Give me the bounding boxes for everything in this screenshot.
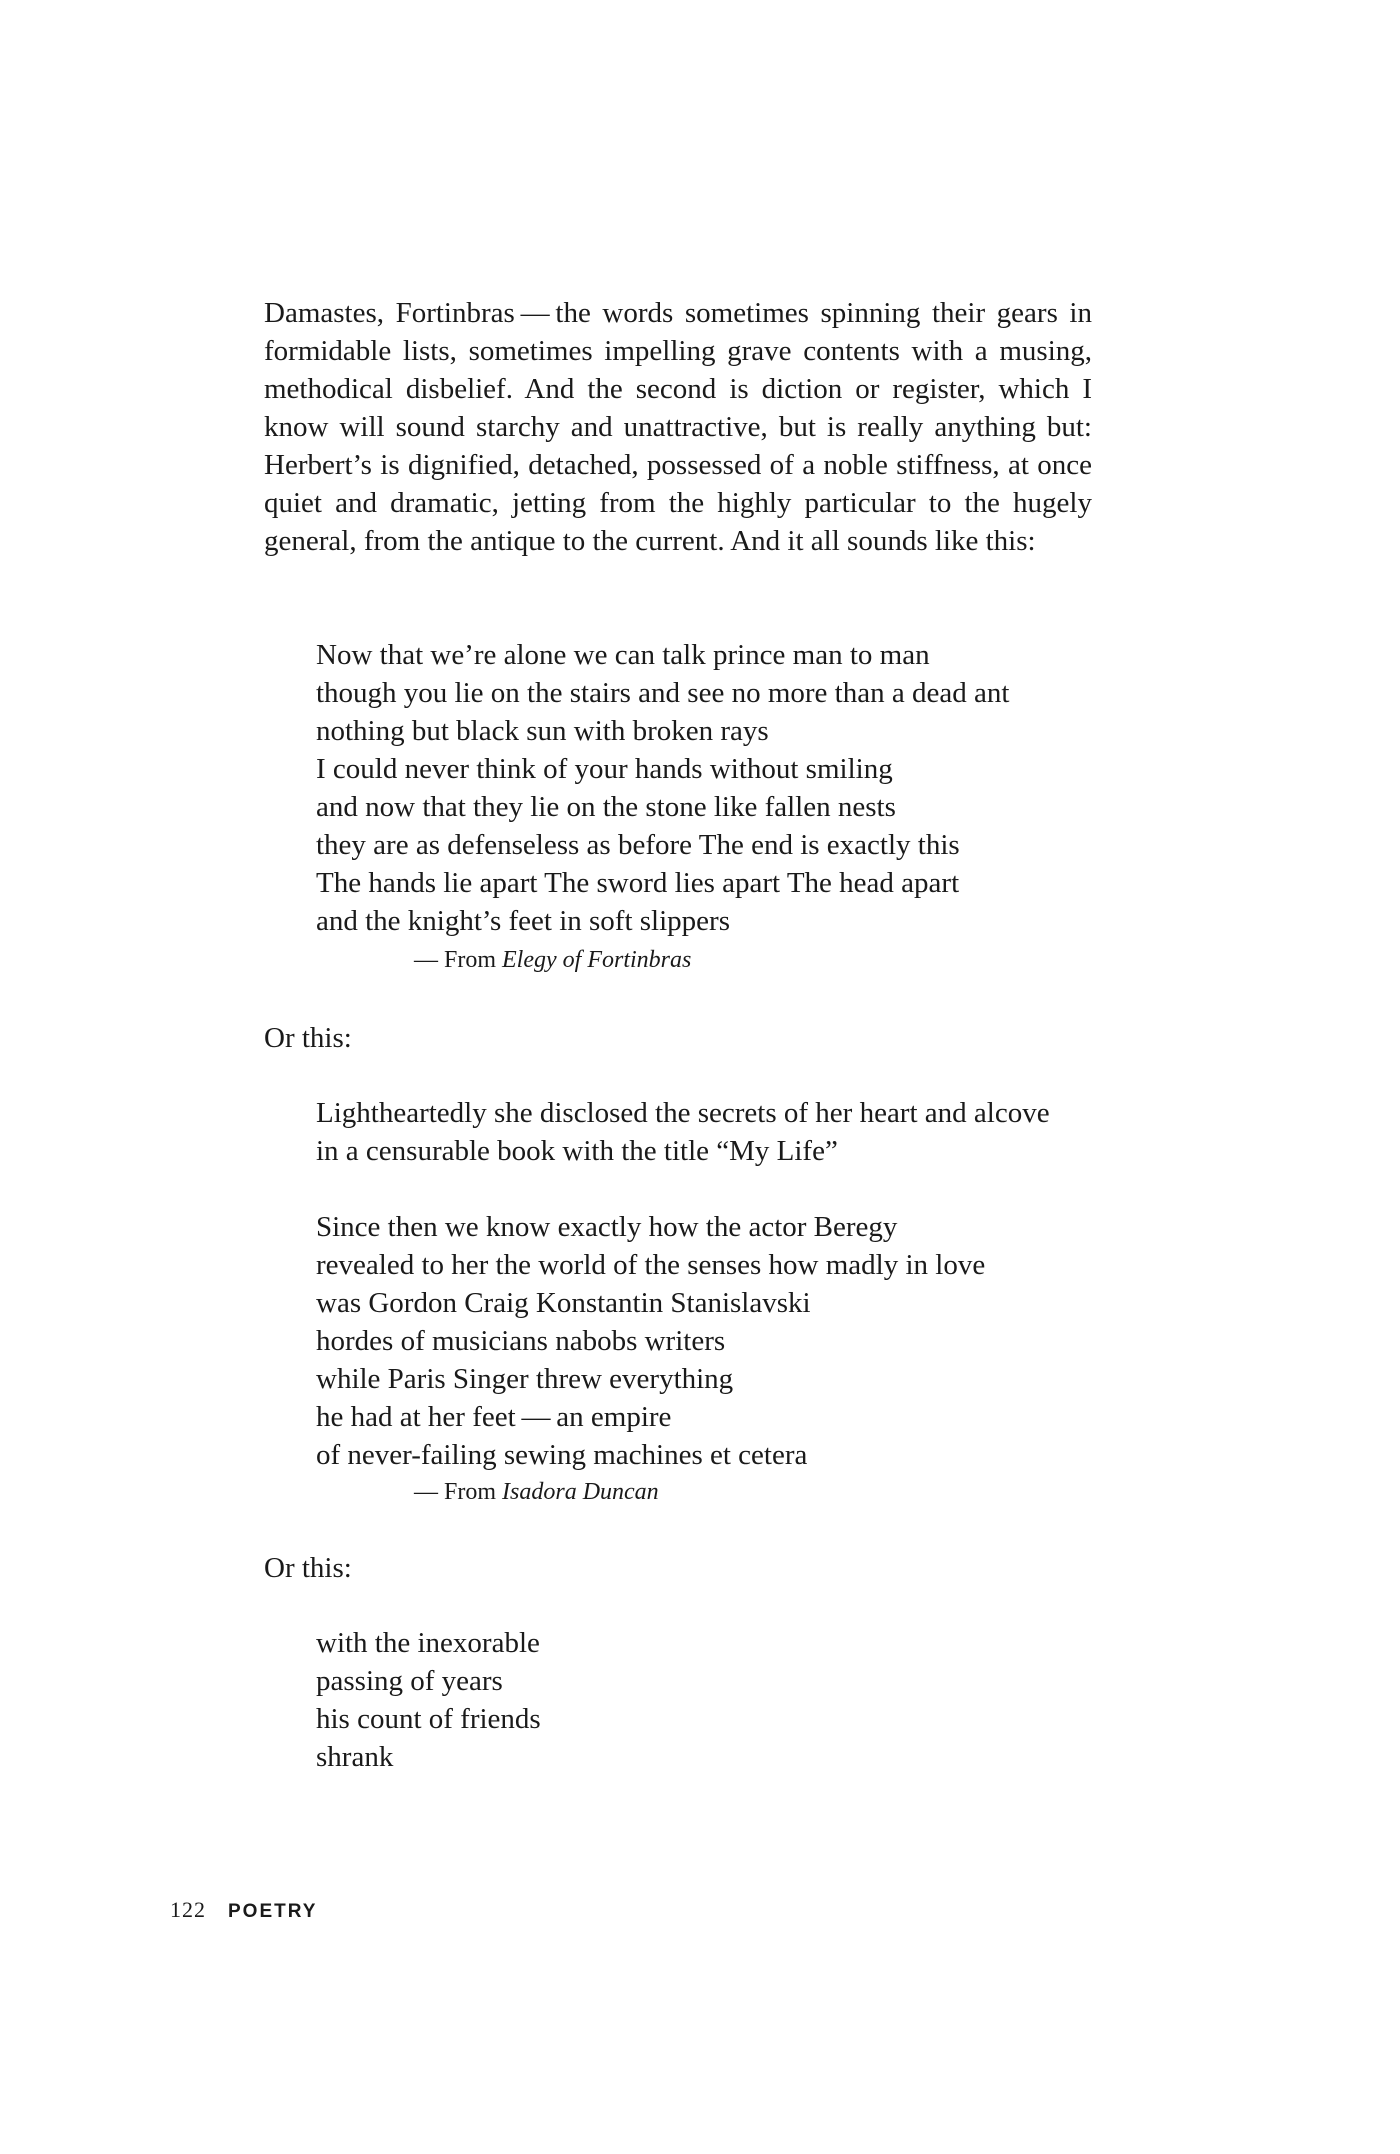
- poem-line: with the inexorable: [316, 1627, 540, 1659]
- poem-line: and the knight’s feet in soft slippers: [316, 905, 730, 937]
- poem-excerpt: [316, 1624, 541, 1776]
- poem-line: he had at her feet — an empire: [316, 1401, 672, 1433]
- poem-source-citation: [414, 945, 691, 975]
- running-head: POETRY: [228, 1901, 318, 1922]
- poem-line: they are as defenseless as before The end is exactly this: [316, 829, 960, 861]
- poem-line: Now that we’re alone we can talk prince man to man: [316, 639, 930, 671]
- poem-line: in a censurable book with the title “My Life”: [316, 1135, 838, 1167]
- page-number: 122: [170, 1897, 206, 1922]
- poem-line: The hands lie apart The sword lies apart The head apart: [316, 867, 960, 899]
- poem-line: nothing but black sun with broken rays: [316, 715, 769, 747]
- connector-text: Or this:: [264, 1022, 352, 1054]
- poem-elegy-of-fortinbras: [316, 636, 1009, 940]
- poem-line: passing of years: [316, 1665, 503, 1697]
- poem-line: Since then we know exactly how the actor Beregy: [316, 1211, 898, 1243]
- poem-line: and now that they lie on the stone like fallen nests: [316, 791, 896, 823]
- poem-isadora-duncan: [316, 1094, 1050, 1474]
- poem-line: of never-failing sewing machines et cetera: [316, 1439, 808, 1471]
- connector-text: Or this:: [264, 1552, 352, 1584]
- page-footer: [170, 1896, 317, 1926]
- poem-line: shrank: [316, 1741, 394, 1773]
- intro-paragraph: Damastes, Fortinbras — the words sometimes spinning their gears in formidable lists, sometimes impelling grave contents with a musing, methodical disbelief. And the second is diction or register, which I know will sound starchy and unattractive, but is really anything but: Herbert’s is dignified, detached, possessed of a noble stiffness, at once quiet and dramatic, jetting from the highly particular to the hugely general, from the antique to the current. And it all sounds like this:: [264, 297, 1092, 557]
- poem-line: was Gordon Craig Konstantin Stanislavski: [316, 1287, 811, 1319]
- source-title: Elegy of Fortinbras: [502, 947, 692, 973]
- poem-line: revealed to her the world of the senses how madly in love: [316, 1249, 986, 1281]
- poem-line: I could never think of your hands without smiling: [316, 753, 893, 785]
- source-prefix: — From: [414, 947, 503, 973]
- source-prefix: — From: [414, 1479, 503, 1505]
- source-title: Isadora Duncan: [502, 1479, 659, 1505]
- poem-source-citation: [414, 1477, 659, 1507]
- poem-line: his count of friends: [316, 1703, 541, 1735]
- poem-line: while Paris Singer threw everything: [316, 1363, 734, 1395]
- poem-line: Lightheartedly she disclosed the secrets of her heart and alcove: [316, 1097, 1050, 1129]
- poem-line: though you lie on the stairs and see no more than a dead ant: [316, 677, 1010, 709]
- stanza-break: [316, 1170, 1050, 1208]
- poem-line: hordes of musicians nabobs writers: [316, 1325, 726, 1357]
